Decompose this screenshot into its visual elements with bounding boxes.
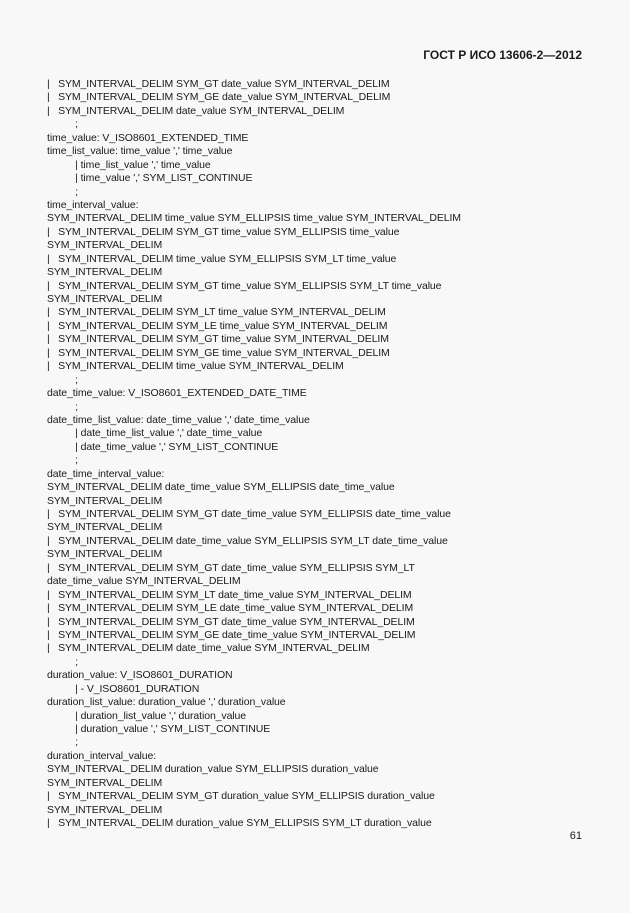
grammar-line: time_value: V_ISO8601_EXTENDED_TIME [47, 131, 249, 144]
grammar-line: duration_value: V_ISO8601_DURATION [47, 669, 233, 682]
grammar-line: ; [47, 454, 78, 467]
grammar-line: SYM_INTERVAL_DELIM [47, 266, 163, 279]
grammar-line: time_list_value: time_value ',' time_value [47, 145, 233, 158]
grammar-line: | SYM_INTERVAL_DELIM SYM_GE date_value SYM_INTERVAL_DELIM [47, 91, 391, 104]
grammar-line: | SYM_INTERVAL_DELIM time_value SYM_INTERVAL_DELIM [47, 360, 344, 373]
grammar-line: | SYM_INTERVAL_DELIM SYM_LT time_value SYM_INTERVAL_DELIM [47, 306, 386, 319]
grammar-line: ; [47, 373, 78, 386]
grammar-line: date_time_value: V_ISO8601_EXTENDED_DATE_TIME [47, 387, 307, 400]
grammar-line: | date_time_list_value ',' date_time_value [47, 427, 263, 440]
grammar-line: ; [47, 655, 78, 668]
grammar-line: ; [47, 185, 78, 198]
grammar-line: | SYM_INTERVAL_DELIM SYM_GT date_value SYM_INTERVAL_DELIM [47, 78, 390, 90]
grammar-line: SYM_INTERVAL_DELIM duration_value SYM_ELLIPSIS duration_value [47, 763, 379, 776]
grammar-line: SYM_INTERVAL_DELIM [47, 521, 163, 534]
grammar-line: ; [47, 400, 78, 413]
grammar-line: | SYM_INTERVAL_DELIM SYM_GE time_value SYM_INTERVAL_DELIM [47, 346, 390, 359]
grammar-line: | time_value ',' SYM_LIST_CONTINUE [47, 172, 253, 185]
grammar-line: | SYM_INTERVAL_DELIM date_time_value SYM_ELLIPSIS SYM_LT date_time_value [47, 534, 448, 547]
grammar-line: date_time_value SYM_INTERVAL_DELIM [47, 575, 241, 588]
grammar-line: | SYM_INTERVAL_DELIM SYM_GT time_value SYM_ELLIPSIS time_value [47, 225, 400, 238]
grammar-line: | SYM_INTERVAL_DELIM SYM_GT date_time_value SYM_ELLIPSIS SYM_LT [47, 561, 415, 574]
grammar-line: SYM_INTERVAL_DELIM [47, 239, 163, 252]
grammar-line: | date_time_value ',' SYM_LIST_CONTINUE [47, 440, 279, 453]
grammar-line: | SYM_INTERVAL_DELIM SYM_GT date_time_value SYM_ELLIPSIS date_time_value [47, 508, 451, 520]
grammar-line: | SYM_INTERVAL_DELIM date_value SYM_INTERVAL_DELIM [47, 104, 345, 117]
grammar-line: | SYM_INTERVAL_DELIM duration_value SYM_ELLIPSIS SYM_LT duration_value [47, 817, 432, 830]
page-header-standard-id: ГОСТ Р ИСО 13606-2—2012 [423, 48, 582, 62]
grammar-line: | SYM_INTERVAL_DELIM SYM_LE time_value SYM_INTERVAL_DELIM [47, 319, 388, 332]
grammar-line: | SYM_INTERVAL_DELIM date_time_value SYM_INTERVAL_DELIM [47, 642, 370, 655]
grammar-line: | SYM_INTERVAL_DELIM SYM_GT time_value SYM_INTERVAL_DELIM [47, 333, 389, 346]
grammar-line: | time_list_value ',' time_value [47, 158, 211, 171]
grammar-line: ; [47, 736, 78, 749]
grammar-line: date_time_list_value: date_time_value ',' date_time_value [47, 413, 310, 426]
grammar-line: duration_list_value: duration_value ',' duration_value [47, 696, 286, 709]
grammar-line: | SYM_INTERVAL_DELIM SYM_GT duration_value SYM_ELLIPSIS duration_value [47, 790, 435, 803]
grammar-line: time_interval_value: [47, 198, 139, 211]
grammar-line: SYM_INTERVAL_DELIM [47, 803, 163, 816]
grammar-line: | SYM_INTERVAL_DELIM SYM_LE date_time_value SYM_INTERVAL_DELIM [47, 602, 414, 615]
grammar-line: SYM_INTERVAL_DELIM [47, 293, 163, 305]
grammar-line: SYM_INTERVAL_DELIM [47, 548, 163, 561]
grammar-line: | SYM_INTERVAL_DELIM time_value SYM_ELLIPSIS SYM_LT time_value [47, 252, 397, 265]
grammar-line: | SYM_INTERVAL_DELIM SYM_LT date_time_value SYM_INTERVAL_DELIM [47, 588, 412, 601]
grammar-line: SYM_INTERVAL_DELIM [47, 776, 163, 789]
grammar-line: | duration_list_value ',' duration_value [47, 709, 247, 722]
grammar-line: SYM_INTERVAL_DELIM time_value SYM_ELLIPSIS time_value SYM_INTERVAL_DELIM [47, 212, 461, 225]
grammar-line: | - V_ISO8601_DURATION [47, 682, 200, 695]
grammar-line: | SYM_INTERVAL_DELIM SYM_GT date_time_value SYM_INTERVAL_DELIM [47, 615, 415, 628]
grammar-line: SYM_INTERVAL_DELIM date_time_value SYM_ELLIPSIS date_time_value [47, 481, 395, 494]
grammar-line: duration_interval_value: [47, 749, 157, 762]
grammar-line: ; [47, 118, 78, 131]
grammar-line: date_time_interval_value: [47, 467, 165, 480]
grammar-line: | SYM_INTERVAL_DELIM SYM_GT time_value SYM_ELLIPSIS SYM_LT time_value [47, 279, 442, 292]
grammar-listing [47, 78, 607, 831]
grammar-line: SYM_INTERVAL_DELIM [47, 494, 163, 507]
grammar-line: | SYM_INTERVAL_DELIM SYM_GE date_time_value SYM_INTERVAL_DELIM [47, 628, 416, 641]
grammar-line: | duration_value ',' SYM_LIST_CONTINUE [47, 723, 271, 735]
page-number: 61 [569, 830, 582, 842]
